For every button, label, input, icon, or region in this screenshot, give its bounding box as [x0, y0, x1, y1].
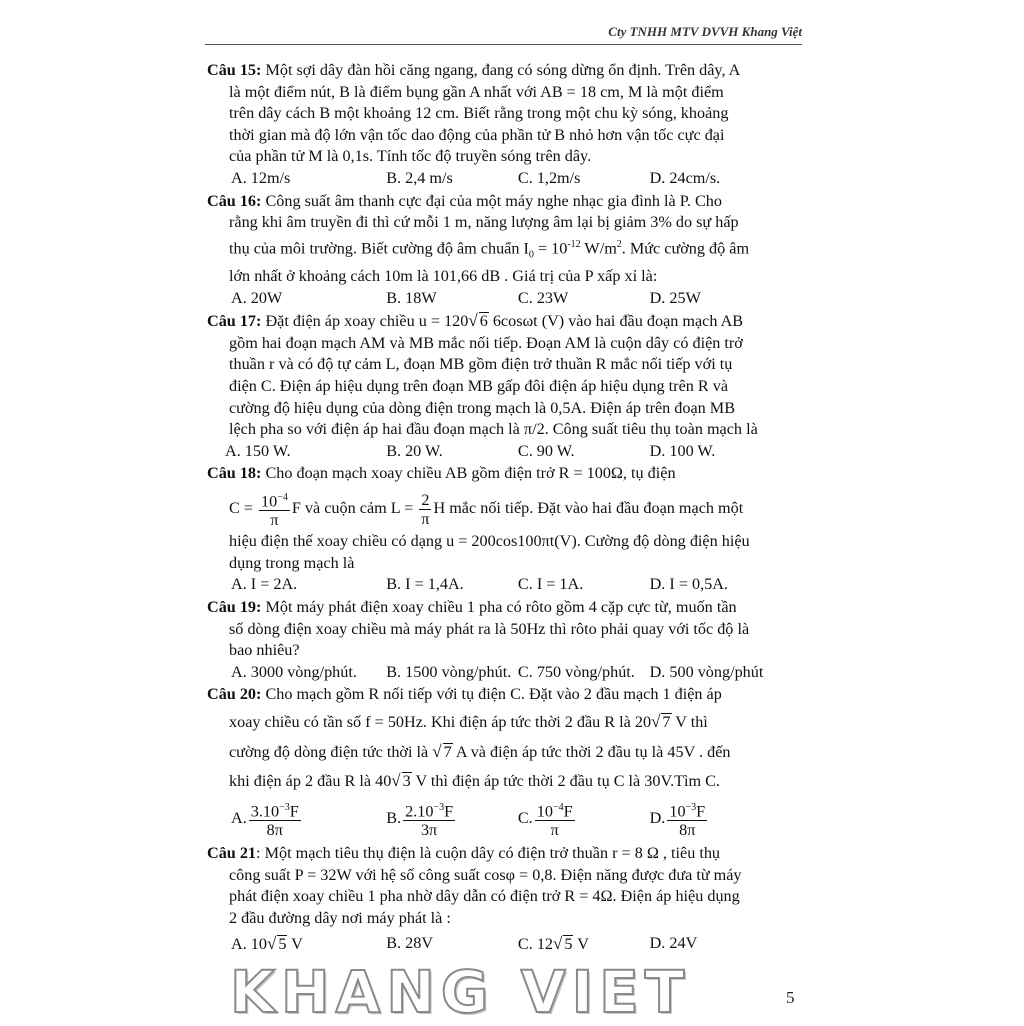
- question-number: Câu 21: [207, 844, 257, 863]
- question-line: công suất P = 32W với hệ số công suất cosφ = 0,8. Điện năng được đưa từ máy: [229, 865, 742, 884]
- question-line: điện C. Điện áp hiệu dụng trên đoạn MB gấp đôi điện áp hiệu dụng trên R và: [229, 376, 729, 395]
- question-number: Câu 16:: [207, 191, 262, 210]
- answer-options: [207, 933, 797, 956]
- option-c: C. 90 W.: [517, 441, 575, 460]
- question-line: Câu 19: Một máy phát điện xoay chiều 1 pha có rôto gồm 4 cặp cực từ, muốn tần: [207, 598, 737, 617]
- option-a: A. 20W: [231, 288, 283, 307]
- publisher-name: Cty TNHH MTV DVVH Khang Việt: [608, 24, 802, 39]
- option-c: C. 1,2m/s: [517, 168, 581, 187]
- question-line: cường độ dòng điện tức thời là √ 7 A và điện áp tức thời 2 đầu tụ là 45V . đến: [229, 741, 731, 761]
- option-b: B. 18W: [386, 288, 437, 307]
- sqrt-symbol: √: [432, 741, 442, 761]
- option-a: A. I = 2A.: [231, 575, 298, 594]
- question-line: Câu 18: Cho đoạn mạch xoay chiều AB gồm điện trở R = 100Ω, tụ điện: [207, 464, 676, 483]
- question-line: 2 đầu đường dây nơi máy phát là :: [229, 909, 451, 927]
- question-line: phát điện xoay chiều 1 pha nhờ dây dẫn có điện trở R = 4Ω. Điện áp hiệu dụng: [229, 887, 740, 906]
- sqrt-symbol: √: [391, 771, 401, 791]
- formula-line: C = $\frac{10^{-4}}{\pi}$ F và cuộn cảm L = $\frac{2}{\pi}$ H mắc nối tiếp. Đặt vào hai đầu đoạn mạch một: [229, 490, 744, 530]
- question-line: là một điểm nút, B là điểm bụng gần A nhất với AB = 18 cm, M là một điểm: [229, 82, 724, 101]
- option-b: B. I = 1,4A.: [386, 575, 464, 594]
- question-line: số dòng điện xoay chiều mà máy phát ra là 50Hz thì rôto phải quay với tốc độ là: [229, 619, 750, 638]
- question-16: [207, 191, 797, 310]
- question-line: Câu 21: Một mạch tiêu thụ điện là cuộn dây có điện trở thuần r = 8 Ω , tiêu thụ: [207, 844, 721, 863]
- question-line: trên dây cách B một khoảng 12 cm. Biết rằng trong một chu kỳ sóng, khoảng: [229, 104, 729, 123]
- exam-page: [207, 60, 797, 956]
- question-line: lớn nhất ở khoảng cách 10m là 101,66 dB . Giá trị của P xấp xỉ là:: [229, 266, 658, 285]
- answer-options: [207, 288, 797, 310]
- question-line: gồm hai đoạn mạch AM và MB mắc nối tiếp. Đoạn AM là cuộn dây có điện trở: [229, 333, 743, 352]
- question-line: rằng khi âm truyền đi thì cứ mỗi 1 m, năng lượng âm lại bị giảm 3% do sự hấp: [229, 213, 739, 232]
- option-a: A. 3000 vòng/phút.: [231, 662, 357, 681]
- sqrt-symbol: √: [651, 712, 661, 732]
- option-b: B. 1500 vòng/phút.: [386, 662, 512, 681]
- question-line: bao nhiêu?: [229, 641, 300, 660]
- option-a: A. 150 W.: [225, 441, 291, 460]
- question-line: Câu 16: Công suất âm thanh cực đại của một máy nghe nhạc gia đình là P. Cho: [207, 191, 722, 210]
- answer-options: [207, 441, 797, 463]
- option-d: D. $\frac{10^{-3}F}{8\pi}$: [650, 799, 797, 839]
- capacitance-fraction: $\frac{10^{-4}}{\pi}$: [259, 489, 290, 529]
- option-c: C. 12√ 5 V: [517, 933, 589, 953]
- option-a: A. $\frac{3.10^{-3}F}{8\pi}$: [231, 799, 386, 839]
- option-d: D. 100 W.: [649, 441, 716, 460]
- question-number: Câu 20:: [207, 685, 262, 704]
- watermark-logo: KHANG VIET: [230, 958, 691, 1026]
- question-15: [207, 60, 797, 190]
- question-line: xoay chiều có tần số f = 50Hz. Khi điện áp tức thời 2 đầu R là 20√ 7 V thì: [229, 712, 708, 732]
- option-d: D. 500 vòng/phút: [649, 662, 764, 681]
- question-line: dụng trong mạch là: [229, 553, 355, 572]
- answer-options: [207, 574, 797, 596]
- answer-options: [207, 662, 797, 684]
- option-c: C. 23W: [517, 288, 569, 307]
- question-number: Câu 19:: [207, 598, 262, 617]
- question-18: [207, 463, 797, 596]
- question-number: Câu 18:: [207, 464, 262, 483]
- option-d: D. 24V: [649, 933, 698, 952]
- question-line: thời gian mà độ lớn vận tốc dao động của phần tử B nhỏ hơn vận tốc cực đại: [229, 125, 725, 144]
- question-line: hiệu điện thế xoay chiều có dạng u = 200cos100πt(V). Cường độ dòng điện hiệu: [229, 532, 750, 551]
- option-d: D. 25W: [649, 288, 701, 307]
- option-c: C. I = 1A.: [517, 575, 584, 594]
- question-line: lệch pha so với điện áp hai đầu đoạn mạch là π/2. Công suất tiêu thụ toàn mạch là: [229, 420, 758, 439]
- option-b: B. 2,4 m/s: [386, 168, 453, 187]
- question-19: [207, 597, 797, 683]
- option-d: D. 24cm/s.: [649, 168, 721, 187]
- option-a: A. 12m/s: [231, 168, 291, 187]
- option-d: D. I = 0,5A.: [649, 575, 728, 594]
- question-line: Câu 17: Đặt điện áp xoay chiều u = 120√ 6 6cosωt (V) vào hai đầu đoạn mạch AB: [207, 311, 744, 331]
- option-c: C. 750 vòng/phút.: [517, 662, 635, 681]
- inductance-fraction: $\frac{2}{\pi}$: [421, 490, 430, 528]
- sqrt-symbol: √: [468, 311, 478, 331]
- answer-options: [207, 168, 797, 190]
- question-20: [207, 684, 797, 839]
- question-line: thụ của môi trường. Biết cường độ âm chuẩn $I_0 = 10^{-12}$ $W/m^2$. Mức cường độ âm: [229, 238, 750, 261]
- option-b: B. 28V: [386, 933, 434, 952]
- question-number: Câu 15:: [207, 61, 262, 79]
- option-c: C. $\frac{10^{-4}F}{\pi}$: [518, 799, 650, 839]
- page-header: [205, 22, 802, 45]
- page-number: 5: [786, 988, 795, 1007]
- answer-options: [207, 799, 797, 839]
- question-number: Câu 17:: [207, 312, 262, 331]
- question-line: thuần r và có độ tự cảm L, đoạn MB gồm điện trở thuần R mắc nối tiếp với tụ: [229, 355, 733, 374]
- question-line: của phần tử M là 0,1s. Tính tốc độ truyền sóng trên dây.: [229, 147, 592, 166]
- option-a: A. 10√ 5 V: [231, 933, 303, 953]
- option-b: B. $\frac{2.10^{-3}F}{3\pi}$: [386, 799, 518, 839]
- option-b: B. 20 W.: [386, 441, 443, 460]
- question-line: cường độ hiệu dụng của dòng điện trong mạch là 0,5A. Điện áp trên đoạn MB: [229, 398, 735, 417]
- question-17: [207, 310, 797, 462]
- question-line: Câu 15: Một sợi dây đàn hồi căng ngang, đang có sóng dừng ổn định. Trên dây, A: [207, 61, 741, 79]
- question-line: khi điện áp 2 đầu R là 40√ 3 V thì điện áp tức thời 2 đầu tụ C là 30V.Tìm C.: [229, 771, 720, 791]
- question-line: Câu 20: Cho mạch gồm R nối tiếp với tụ điện C. Đặt vào 2 đầu mạch 1 điện áp: [207, 685, 722, 704]
- question-21: [207, 843, 797, 955]
